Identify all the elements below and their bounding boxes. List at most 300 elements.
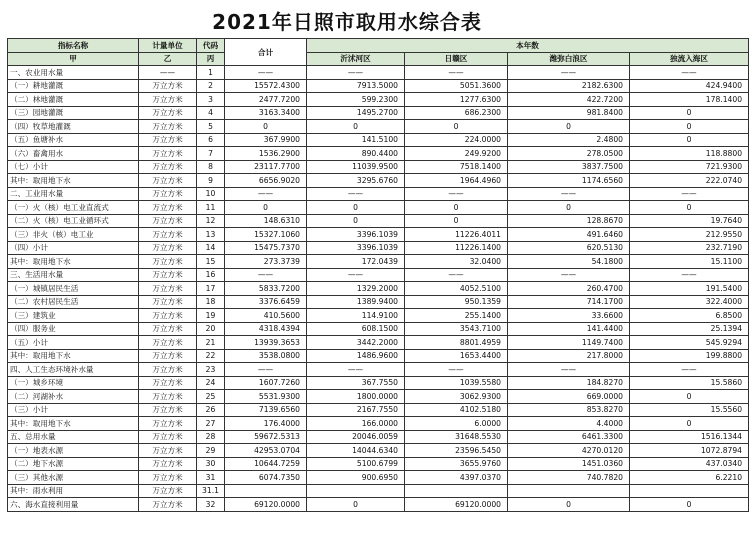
row-unit: 万立方米	[139, 282, 197, 296]
row-name: （三）园地灌溉	[8, 106, 139, 120]
row-district-2: 0	[405, 120, 508, 134]
row-district-2: 7518.1400	[405, 160, 508, 174]
row-district-3: 620.5130	[508, 241, 630, 255]
table-row	[8, 295, 749, 309]
row-district-4: 545.9294	[630, 336, 749, 350]
table-row	[8, 93, 749, 107]
row-district-4: 424.9400	[630, 79, 749, 93]
row-district-2: 5051.3600	[405, 79, 508, 93]
row-district-1: 11039.9500	[307, 160, 405, 174]
row-district-2: 31648.5530	[405, 430, 508, 444]
row-unit: 万立方米	[139, 444, 197, 458]
row-code: 27	[197, 417, 225, 431]
row-district-3: 0	[508, 201, 630, 215]
row-total: 273.3739	[225, 255, 307, 269]
row-district-3: 6461.3300	[508, 430, 630, 444]
row-code: 14	[197, 241, 225, 255]
row-code: 31.1	[197, 484, 225, 498]
row-district-3: 4.4000	[508, 417, 630, 431]
row-total: 410.5600	[225, 309, 307, 323]
row-district-3: 422.7200	[508, 93, 630, 107]
row-district-1: 599.2300	[307, 93, 405, 107]
table-row	[8, 471, 749, 485]
row-code: 9	[197, 174, 225, 188]
row-code: 20	[197, 322, 225, 336]
row-district-2: 11226.1400	[405, 241, 508, 255]
row-district-1: 0	[307, 120, 405, 134]
row-district-1: 1389.9400	[307, 295, 405, 309]
row-total: 3538.0800	[225, 349, 307, 363]
row-name: （一）耕地灌溉	[8, 79, 139, 93]
row-district-1: 1486.9600	[307, 349, 405, 363]
row-district-4: 6.2210	[630, 471, 749, 485]
row-district-2: 950.1359	[405, 295, 508, 309]
header-unit: 计量单位	[139, 39, 197, 53]
row-district-3: 981.8400	[508, 106, 630, 120]
row-district-2: ——	[405, 363, 508, 377]
row-district-2: 3543.7100	[405, 322, 508, 336]
table-row	[8, 187, 749, 201]
row-district-3: ——	[508, 66, 630, 80]
row-district-2: 3655.9760	[405, 457, 508, 471]
row-total: 367.9900	[225, 133, 307, 147]
table-row	[8, 174, 749, 188]
row-unit: 万立方米	[139, 417, 197, 431]
row-district-3: 278.0500	[508, 147, 630, 161]
row-district-1	[307, 484, 405, 498]
row-district-3: 853.8270	[508, 403, 630, 417]
row-total: 1607.7260	[225, 376, 307, 390]
row-district-1: 166.0000	[307, 417, 405, 431]
row-district-3: 1149.7400	[508, 336, 630, 350]
row-code: 6	[197, 133, 225, 147]
row-district-4: ——	[630, 363, 749, 377]
table-row	[8, 106, 749, 120]
table-row	[8, 322, 749, 336]
row-district-2: 686.2300	[405, 106, 508, 120]
row-total: 13939.3653	[225, 336, 307, 350]
row-district-1: 0	[307, 201, 405, 215]
row-district-4: ——	[630, 66, 749, 80]
row-district-1: 114.9100	[307, 309, 405, 323]
row-district-3: 33.6600	[508, 309, 630, 323]
table-row	[8, 403, 749, 417]
row-district-4: 0	[630, 498, 749, 512]
row-district-2: 3062.9300	[405, 390, 508, 404]
row-district-3: 54.1800	[508, 255, 630, 269]
header-name: 指标名称	[8, 39, 139, 53]
row-name: （三）其他水源	[8, 471, 139, 485]
header-district-3: 潍弥白浪区	[508, 52, 630, 66]
row-code: 22	[197, 349, 225, 363]
row-unit: 万立方米	[139, 187, 197, 201]
row-code: 5	[197, 120, 225, 134]
row-total: 3163.3400	[225, 106, 307, 120]
row-district-3: 217.8000	[508, 349, 630, 363]
row-name: （一）火（核）电工业直流式	[8, 201, 139, 215]
row-name: 其中：雨水利用	[8, 484, 139, 498]
row-district-4: 222.0740	[630, 174, 749, 188]
row-district-1: 3396.1039	[307, 228, 405, 242]
row-unit: 万立方米	[139, 457, 197, 471]
row-unit: 万立方米	[139, 120, 197, 134]
row-district-2: 1964.4960	[405, 174, 508, 188]
row-code: 21	[197, 336, 225, 350]
row-unit: 万立方米	[139, 484, 197, 498]
row-district-3: 2.4800	[508, 133, 630, 147]
table-row	[8, 228, 749, 242]
row-district-4: 212.9550	[630, 228, 749, 242]
row-code: 23	[197, 363, 225, 377]
table-row	[8, 133, 749, 147]
row-total: 3376.6459	[225, 295, 307, 309]
table-row	[8, 349, 749, 363]
row-code: 26	[197, 403, 225, 417]
row-unit: 万立方米	[139, 295, 197, 309]
row-total: 5833.7200	[225, 282, 307, 296]
row-district-4: 1072.8794	[630, 444, 749, 458]
row-total: 42953.0704	[225, 444, 307, 458]
row-district-4: 6.8500	[630, 309, 749, 323]
row-unit: 万立方米	[139, 79, 197, 93]
row-district-4: 1516.1344	[630, 430, 749, 444]
row-unit: ——	[139, 66, 197, 80]
row-district-4: 437.0340	[630, 457, 749, 471]
row-district-2: 1277.6300	[405, 93, 508, 107]
row-district-1: ——	[307, 363, 405, 377]
row-name: （五）小计	[8, 336, 139, 350]
row-total: 23117.7700	[225, 160, 307, 174]
row-name: 二、工业用水量	[8, 187, 139, 201]
row-district-4: 199.8800	[630, 349, 749, 363]
row-district-3: 669.0000	[508, 390, 630, 404]
row-unit: 万立方米	[139, 390, 197, 404]
row-unit: 万立方米	[139, 363, 197, 377]
table-row	[8, 241, 749, 255]
row-district-3: 0	[508, 120, 630, 134]
row-district-3: 260.4700	[508, 282, 630, 296]
header-sub-code: 丙	[197, 52, 225, 66]
header-period: 本年数	[307, 39, 749, 53]
row-district-1: 20046.0059	[307, 430, 405, 444]
row-district-4: 0	[630, 390, 749, 404]
row-unit: 万立方米	[139, 174, 197, 188]
row-name: 其中：取用地下水	[8, 417, 139, 431]
row-district-4: 118.8800	[630, 147, 749, 161]
row-unit: 万立方米	[139, 430, 197, 444]
header-sub-unit: 乙	[139, 52, 197, 66]
row-district-2: ——	[405, 66, 508, 80]
row-district-1: 5100.6799	[307, 457, 405, 471]
row-unit: 万立方米	[139, 201, 197, 215]
row-district-2: 0	[405, 201, 508, 215]
row-district-1: 141.5100	[307, 133, 405, 147]
row-unit: 万立方米	[139, 133, 197, 147]
table-row	[8, 268, 749, 282]
row-district-3: 0	[508, 498, 630, 512]
row-name: （二）地下水源	[8, 457, 139, 471]
row-code: 13	[197, 228, 225, 242]
row-district-3: 3837.7500	[508, 160, 630, 174]
page-title: 2021年日照市取用水综合表	[212, 10, 482, 34]
table-row	[8, 498, 749, 512]
row-unit: 万立方米	[139, 376, 197, 390]
table-row	[8, 255, 749, 269]
row-code: 31	[197, 471, 225, 485]
row-district-4: 721.9300	[630, 160, 749, 174]
row-code: 2	[197, 79, 225, 93]
row-name: （四）小计	[8, 241, 139, 255]
row-district-4: 0	[630, 120, 749, 134]
row-total: 148.6310	[225, 214, 307, 228]
row-code: 4	[197, 106, 225, 120]
header-district-4: 独流入海区	[630, 52, 749, 66]
table-row	[8, 457, 749, 471]
row-district-2: 1653.4400	[405, 349, 508, 363]
row-district-4: 0	[630, 106, 749, 120]
header-code: 代码	[197, 39, 225, 53]
row-district-2: 4052.5100	[405, 282, 508, 296]
row-name: 一、农业用水量	[8, 66, 139, 80]
row-district-3: 128.8670	[508, 214, 630, 228]
table-row	[8, 444, 749, 458]
row-unit: 万立方米	[139, 498, 197, 512]
row-code: 29	[197, 444, 225, 458]
header-total: 合计	[225, 39, 307, 66]
row-code: 16	[197, 268, 225, 282]
row-district-3: 1451.0360	[508, 457, 630, 471]
row-district-3: ——	[508, 268, 630, 282]
water-usage-table	[7, 38, 749, 512]
row-name: （六）畜禽用水	[8, 147, 139, 161]
row-district-4: ——	[630, 268, 749, 282]
row-code: 7	[197, 147, 225, 161]
row-district-2: 11226.4011	[405, 228, 508, 242]
row-name: 四、人工生态环境补水量	[8, 363, 139, 377]
row-district-4: 178.1400	[630, 93, 749, 107]
row-code: 3	[197, 93, 225, 107]
row-district-1: 14044.6340	[307, 444, 405, 458]
table-row	[8, 336, 749, 350]
row-name: 其中：取用地下水	[8, 349, 139, 363]
row-total: 0	[225, 120, 307, 134]
row-district-3: ——	[508, 187, 630, 201]
row-district-4: 0	[630, 133, 749, 147]
row-district-2: 8801.4959	[405, 336, 508, 350]
row-name: （二）农村居民生活	[8, 295, 139, 309]
row-district-4: 0	[630, 201, 749, 215]
row-district-1: 0	[307, 498, 405, 512]
row-total: 15572.4300	[225, 79, 307, 93]
row-district-2: 1039.5580	[405, 376, 508, 390]
row-district-1: ——	[307, 268, 405, 282]
row-district-4: 15.5560	[630, 403, 749, 417]
row-district-2: 0	[405, 214, 508, 228]
row-district-4: 191.5400	[630, 282, 749, 296]
table-row	[8, 160, 749, 174]
row-district-3: 491.6460	[508, 228, 630, 242]
table-row	[8, 282, 749, 296]
row-unit: 万立方米	[139, 241, 197, 255]
row-code: 11	[197, 201, 225, 215]
row-name: 其中：取用地下水	[8, 174, 139, 188]
header-district-2: 日赣区	[405, 52, 508, 66]
row-unit: 万立方米	[139, 403, 197, 417]
row-name: 三、生活用水量	[8, 268, 139, 282]
row-district-1: 367.7550	[307, 376, 405, 390]
header-sub-name: 甲	[8, 52, 139, 66]
row-district-3: 1174.6560	[508, 174, 630, 188]
row-name: （五）鱼塘补水	[8, 133, 139, 147]
row-name: （四）牧草地灌溉	[8, 120, 139, 134]
row-code: 28	[197, 430, 225, 444]
row-district-3: 4270.0120	[508, 444, 630, 458]
table-row	[8, 201, 749, 215]
row-name: （三）小计	[8, 403, 139, 417]
row-unit: 万立方米	[139, 309, 197, 323]
row-total: ——	[225, 187, 307, 201]
row-district-3: 184.8270	[508, 376, 630, 390]
row-total: 1536.2900	[225, 147, 307, 161]
row-name: （四）服务业	[8, 322, 139, 336]
row-unit: 万立方米	[139, 106, 197, 120]
row-district-1: ——	[307, 66, 405, 80]
row-district-2	[405, 484, 508, 498]
row-district-2: ——	[405, 187, 508, 201]
row-code: 12	[197, 214, 225, 228]
row-district-2: 4102.5180	[405, 403, 508, 417]
row-district-1: ——	[307, 187, 405, 201]
row-district-1: 3295.6760	[307, 174, 405, 188]
row-district-4: 15.1100	[630, 255, 749, 269]
row-district-4: ——	[630, 187, 749, 201]
row-district-1: 1495.2700	[307, 106, 405, 120]
row-code: 10	[197, 187, 225, 201]
row-code: 19	[197, 309, 225, 323]
row-district-4: 0	[630, 417, 749, 431]
row-district-2: 23596.5450	[405, 444, 508, 458]
row-district-1: 1800.0000	[307, 390, 405, 404]
row-district-1: 3396.1039	[307, 241, 405, 255]
row-district-4: 322.4000	[630, 295, 749, 309]
row-total: 69120.0000	[225, 498, 307, 512]
row-unit: 万立方米	[139, 336, 197, 350]
table-row	[8, 120, 749, 134]
row-total: 7139.6560	[225, 403, 307, 417]
row-total: 4318.4394	[225, 322, 307, 336]
row-district-3: 714.1700	[508, 295, 630, 309]
row-unit: 万立方米	[139, 160, 197, 174]
row-total: 0	[225, 201, 307, 215]
row-name: （二）林地灌溉	[8, 93, 139, 107]
row-code: 1	[197, 66, 225, 80]
row-name: （二）火（核）电工业循环式	[8, 214, 139, 228]
row-district-1: 3442.2000	[307, 336, 405, 350]
table-body	[8, 66, 749, 512]
row-district-3: 141.4400	[508, 322, 630, 336]
row-district-4: 232.7190	[630, 241, 749, 255]
row-unit: 万立方米	[139, 228, 197, 242]
row-total: ——	[225, 363, 307, 377]
row-code: 18	[197, 295, 225, 309]
table-row	[8, 214, 749, 228]
row-name: 其中：取用地下水	[8, 255, 139, 269]
row-total	[225, 484, 307, 498]
row-district-1: 0	[307, 214, 405, 228]
row-unit: 万立方米	[139, 214, 197, 228]
row-unit: 万立方米	[139, 349, 197, 363]
row-total: 59672.5313	[225, 430, 307, 444]
row-name: （七）小计	[8, 160, 139, 174]
table-row	[8, 376, 749, 390]
table-row	[8, 79, 749, 93]
row-total: ——	[225, 66, 307, 80]
row-district-2: 6.0000	[405, 417, 508, 431]
row-district-2: 255.1400	[405, 309, 508, 323]
table-row	[8, 484, 749, 498]
row-district-3: 2182.6300	[508, 79, 630, 93]
row-district-2: 249.9200	[405, 147, 508, 161]
row-name: 六、海水直接利用量	[8, 498, 139, 512]
row-district-1: 7913.5000	[307, 79, 405, 93]
row-district-1: 1329.2000	[307, 282, 405, 296]
table-row	[8, 147, 749, 161]
row-code: 17	[197, 282, 225, 296]
row-district-2: ——	[405, 268, 508, 282]
row-code: 15	[197, 255, 225, 269]
row-unit: 万立方米	[139, 471, 197, 485]
row-name: （一）城镇居民生活	[8, 282, 139, 296]
row-code: 25	[197, 390, 225, 404]
row-code: 30	[197, 457, 225, 471]
row-unit: 万立方米	[139, 322, 197, 336]
row-name: （一）地表水源	[8, 444, 139, 458]
table-row	[8, 66, 749, 80]
row-total: 6074.7350	[225, 471, 307, 485]
row-district-1: 172.0439	[307, 255, 405, 269]
row-district-1: 890.4400	[307, 147, 405, 161]
row-district-4: 25.1394	[630, 322, 749, 336]
table-row	[8, 417, 749, 431]
header-district-1: 沂沭河区	[307, 52, 405, 66]
row-total: ——	[225, 268, 307, 282]
row-total: 15327.1060	[225, 228, 307, 242]
row-total: 176.4000	[225, 417, 307, 431]
table-row	[8, 390, 749, 404]
row-unit: 万立方米	[139, 147, 197, 161]
row-district-3: ——	[508, 363, 630, 377]
row-district-1: 608.1500	[307, 322, 405, 336]
row-total: 6656.9020	[225, 174, 307, 188]
row-code: 24	[197, 376, 225, 390]
row-district-4: 15.5860	[630, 376, 749, 390]
row-district-2: 224.0000	[405, 133, 508, 147]
row-unit: 万立方米	[139, 93, 197, 107]
row-total: 10644.7259	[225, 457, 307, 471]
row-district-2: 4397.0370	[405, 471, 508, 485]
row-name: （一）城乡环境	[8, 376, 139, 390]
row-district-3: 740.7820	[508, 471, 630, 485]
table-row	[8, 363, 749, 377]
row-code: 8	[197, 160, 225, 174]
row-total: 5531.9300	[225, 390, 307, 404]
row-district-4: 19.7640	[630, 214, 749, 228]
row-district-2: 32.0400	[405, 255, 508, 269]
row-name: （三）建筑业	[8, 309, 139, 323]
table-row	[8, 309, 749, 323]
table-row	[8, 430, 749, 444]
row-code: 32	[197, 498, 225, 512]
